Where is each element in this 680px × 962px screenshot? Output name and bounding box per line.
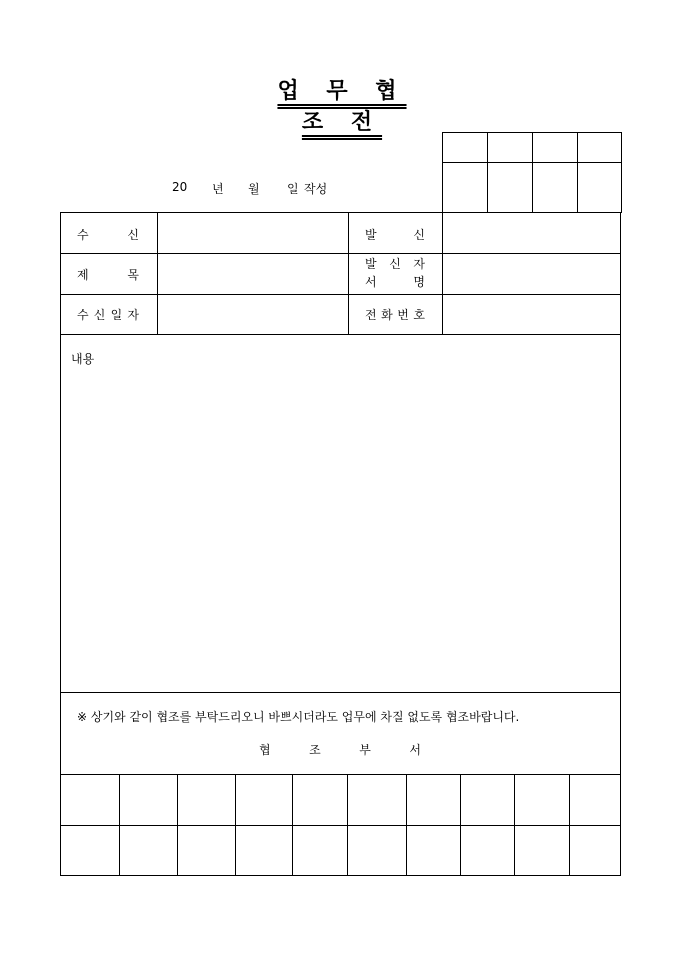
sender-field[interactable] xyxy=(443,214,620,253)
approval-title-cell[interactable] xyxy=(578,133,622,163)
row-divider xyxy=(61,334,620,335)
subject-field[interactable] xyxy=(158,254,347,294)
department-label: 협 조 부 서 xyxy=(259,743,421,757)
sender-sign-label-line1: 발 신 자 xyxy=(365,257,425,271)
approval-title-cell[interactable] xyxy=(443,133,488,163)
year-prefix: 20 xyxy=(172,180,188,194)
sender-sign-label-line2: 서 명 xyxy=(365,275,425,289)
month-label: 월 xyxy=(248,182,260,196)
received-date-field[interactable] xyxy=(158,295,347,334)
cooperation-form xyxy=(60,212,621,876)
approval-sign-cell[interactable] xyxy=(533,163,578,213)
sender-label: 발 신 xyxy=(365,228,425,242)
content-area[interactable] xyxy=(62,371,619,691)
subject-label: 제 목 xyxy=(77,268,139,282)
received-date-label: 수 신 일 자 xyxy=(77,308,139,322)
approval-sign-cell[interactable] xyxy=(488,163,533,213)
department-grid[interactable] xyxy=(61,775,619,875)
written-label: 작성 xyxy=(304,182,328,196)
approval-title-cell[interactable] xyxy=(533,133,578,163)
row-divider xyxy=(61,692,620,693)
content-label: 내용 xyxy=(71,352,95,366)
notice-text: ※ 상기와 같이 협조를 부탁드리오니 바쁘시더라도 업무에 차질 없도록 협조바랍니다. xyxy=(77,710,520,724)
day-label: 일 xyxy=(287,182,299,196)
col-divider xyxy=(348,213,349,334)
sender-sign-field[interactable] xyxy=(443,254,620,294)
year-label: 년 xyxy=(212,182,224,196)
phone-label: 전 화 번 호 xyxy=(365,308,425,322)
approval-box xyxy=(442,132,622,213)
receiver-field[interactable] xyxy=(158,214,347,253)
approval-title-cell[interactable] xyxy=(488,133,533,163)
receiver-label: 수 신 xyxy=(77,228,139,242)
phone-field[interactable] xyxy=(443,295,620,334)
approval-sign-cell[interactable] xyxy=(578,163,622,213)
document-title: 업 무 협 조 전 xyxy=(277,78,407,135)
approval-sign-cell[interactable] xyxy=(443,163,488,213)
